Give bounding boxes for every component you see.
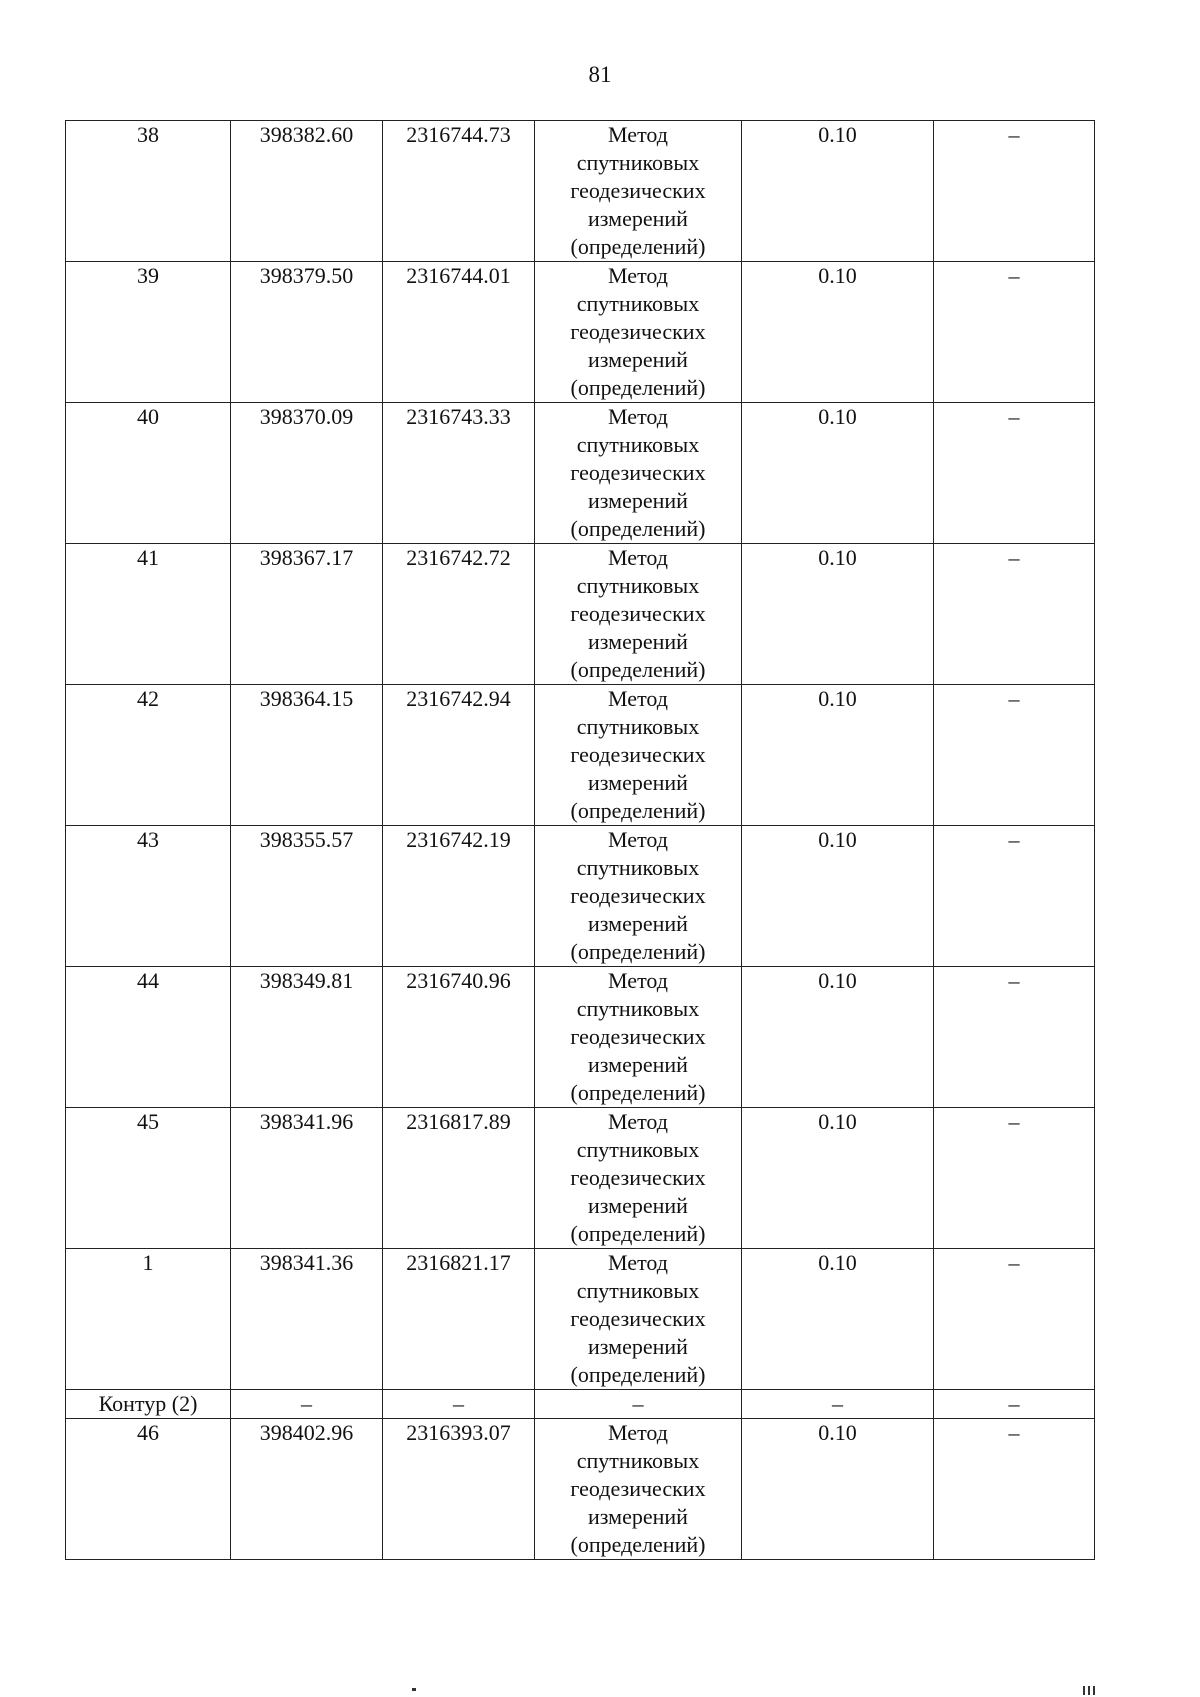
method-line: Метод [608,404,668,429]
note-cell: – [934,1249,1095,1390]
x-coordinate-cell: 398402.96 [231,1419,383,1560]
scan-mark [412,1688,416,1691]
method-line: спутниковых [576,291,700,316]
method-line: (определений) [570,516,706,541]
x-coordinate-cell: 398341.36 [231,1249,383,1390]
table-row [66,967,1095,1108]
table-row [66,1419,1095,1560]
method-cell [535,262,742,403]
accuracy-cell: 0.10 [742,967,934,1108]
accuracy-cell: 0.10 [742,1419,934,1560]
method-line: измерений [588,1504,688,1529]
method-line: спутниковых [576,714,700,739]
method-line: (определений) [570,234,706,259]
table-row [66,826,1095,967]
point-id-cell: 39 [66,262,231,403]
point-id-cell: 42 [66,685,231,826]
accuracy-cell: 0.10 [742,826,934,967]
method-line: геодезических [570,742,706,767]
method-line: спутниковых [576,1137,700,1162]
table-row [66,262,1095,403]
method-line: геодезических [570,1024,706,1049]
method-line: Метод [608,263,668,288]
method-line: геодезических [570,1476,706,1501]
method-cell [535,826,742,967]
method-line: спутниковых [576,432,700,457]
method-line: (определений) [570,939,706,964]
method-line: геодезических [570,460,706,485]
accuracy-cell: 0.10 [742,262,934,403]
note-cell: – [934,403,1095,544]
table-row [66,1108,1095,1249]
method-line: спутниковых [576,855,700,880]
table-row [66,544,1095,685]
x-coordinate-cell: 398364.15 [231,685,383,826]
x-coordinate-cell: 398341.96 [231,1108,383,1249]
method-line: геодезических [570,1165,706,1190]
accuracy-cell: 0.10 [742,121,934,262]
method-line: Метод [608,1109,668,1134]
y-coordinate-cell: 2316742.19 [383,826,535,967]
point-id-cell: 43 [66,826,231,967]
point-id-cell: 38 [66,121,231,262]
table-row [66,403,1095,544]
method-cell [535,1390,742,1419]
x-coordinate-cell: 398382.60 [231,121,383,262]
method-line: измерений [588,206,688,231]
note-cell: – [934,826,1095,967]
point-id-cell: 40 [66,403,231,544]
method-line: измерений [588,347,688,372]
y-coordinate-cell: 2316817.89 [383,1108,535,1249]
note-cell: – [934,121,1095,262]
point-id-cell: Контур (2) [66,1390,231,1419]
method-cell [535,967,742,1108]
method-line: геодезических [570,319,706,344]
note-cell: – [934,1390,1095,1419]
method-line: Метод [608,122,668,147]
method-line: Метод [608,968,668,993]
page-number: 81 [588,62,612,87]
method-line: (определений) [570,657,706,682]
y-coordinate-cell: 2316744.73 [383,121,535,262]
method-line: спутниковых [576,573,700,598]
method-cell [535,544,742,685]
point-id-cell: 1 [66,1249,231,1390]
y-coordinate-cell: 2316742.72 [383,544,535,685]
point-id-cell: 46 [66,1419,231,1560]
method-line: Метод [608,1420,668,1445]
x-coordinate-cell: 398355.57 [231,826,383,967]
method-line: – [632,1391,644,1416]
method-line: Метод [608,827,668,852]
method-line: Метод [608,1250,668,1275]
accuracy-cell: – [742,1390,934,1419]
method-line: измерений [588,629,688,654]
note-cell: – [934,967,1095,1108]
y-coordinate-cell: 2316740.96 [383,967,535,1108]
method-line: (определений) [570,798,706,823]
method-line: спутниковых [576,150,700,175]
table-row [66,685,1095,826]
method-line: геодезических [570,1306,706,1331]
x-coordinate-cell: 398349.81 [231,967,383,1108]
method-line: измерений [588,1334,688,1359]
method-line: (определений) [570,1362,706,1387]
accuracy-cell: 0.10 [742,1249,934,1390]
note-cell: – [934,1108,1095,1249]
y-coordinate-cell: – [383,1390,535,1419]
method-line: Метод [608,545,668,570]
y-coordinate-cell: 2316393.07 [383,1419,535,1560]
method-cell [535,1249,742,1390]
method-cell [535,403,742,544]
contour-row [66,1390,1095,1419]
method-line: измерений [588,911,688,936]
method-cell [535,685,742,826]
method-line: Метод [608,686,668,711]
method-line: геодезических [570,883,706,908]
note-cell: – [934,262,1095,403]
y-coordinate-cell: 2316742.94 [383,685,535,826]
coordinates-table [65,120,1095,1560]
method-line: (определений) [570,1532,706,1557]
note-cell: – [934,544,1095,685]
method-line: спутниковых [576,1278,700,1303]
y-coordinate-cell: 2316744.01 [383,262,535,403]
note-cell: – [934,685,1095,826]
method-line: измерений [588,770,688,795]
method-line: спутниковых [576,1448,700,1473]
method-line: спутниковых [576,996,700,1021]
scan-mark [1088,1686,1090,1695]
method-line: (определений) [570,375,706,400]
y-coordinate-cell: 2316743.33 [383,403,535,544]
accuracy-cell: 0.10 [742,544,934,685]
y-coordinate-cell: 2316821.17 [383,1249,535,1390]
method-line: (определений) [570,1221,706,1246]
method-cell [535,1419,742,1560]
method-line: измерений [588,1193,688,1218]
method-line: измерений [588,1052,688,1077]
table-row [66,1249,1095,1390]
x-coordinate-cell: 398367.17 [231,544,383,685]
note-cell: – [934,1419,1095,1560]
method-line: измерений [588,488,688,513]
table-body [66,121,1095,1560]
method-cell [535,1108,742,1249]
x-coordinate-cell: – [231,1390,383,1419]
scan-mark [1083,1686,1085,1695]
method-line: (определений) [570,1080,706,1105]
x-coordinate-cell: 398370.09 [231,403,383,544]
scan-mark [1093,1686,1095,1695]
point-id-cell: 41 [66,544,231,685]
table-row [66,121,1095,262]
accuracy-cell: 0.10 [742,1108,934,1249]
method-line: геодезических [570,601,706,626]
x-coordinate-cell: 398379.50 [231,262,383,403]
method-line: геодезических [570,178,706,203]
point-id-cell: 45 [66,1108,231,1249]
method-cell [535,121,742,262]
accuracy-cell: 0.10 [742,403,934,544]
point-id-cell: 44 [66,967,231,1108]
accuracy-cell: 0.10 [742,685,934,826]
